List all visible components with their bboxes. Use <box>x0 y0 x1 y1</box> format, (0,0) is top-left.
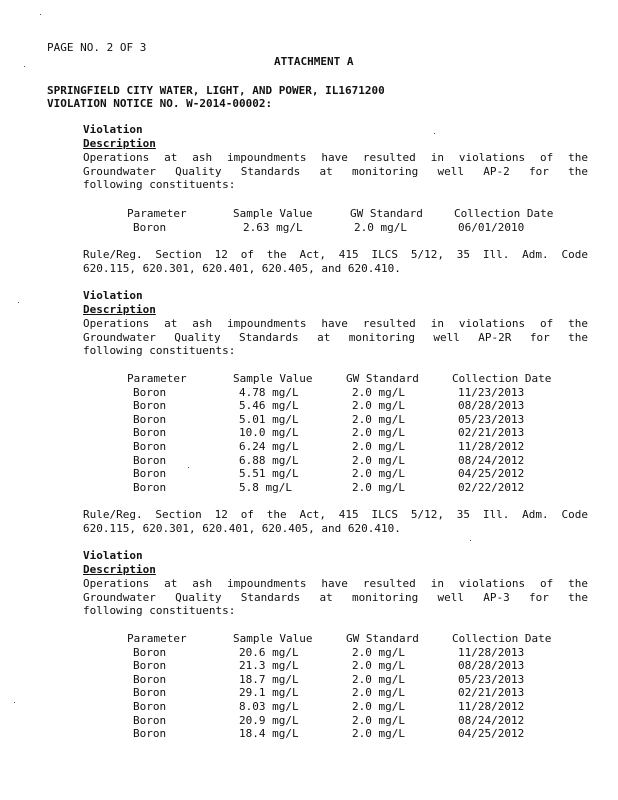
gw-standard-cell: 2.0 mg/L <box>352 453 405 467</box>
sample-value-cell: 21.3 mg/L <box>239 659 299 673</box>
parameter-cell: Boron <box>133 672 167 686</box>
description-line: Groundwater Quality Standards at monitoring well AP-3 for the <box>83 590 588 604</box>
table-header-row <box>127 632 568 646</box>
page-number: PAGE NO. 2 OF 3 <box>47 41 147 54</box>
parameter-cell: Boron <box>133 426 167 440</box>
description-line: following constituents: <box>83 344 236 358</box>
rule-line: Rule/Reg. Section 12 of the Act, 415 ILCS 5/12, 35 Ill. Adm. Code <box>83 508 588 521</box>
collection-date-cell: 08/24/2012 <box>458 713 525 727</box>
gw-standard-cell: 2.0 mg/L <box>352 727 405 741</box>
table-row <box>127 440 568 454</box>
violation-description <box>83 577 588 618</box>
column-header-gw-standard: GW Standard <box>346 372 419 385</box>
sample-value-cell: 5.46 mg/L <box>239 399 299 413</box>
sample-value-cell: 6.24 mg/L <box>239 439 299 453</box>
description-line: Operations at ash impoundments have resulted in violations of the <box>83 317 588 330</box>
collection-date-cell: 11/28/2013 <box>458 645 525 659</box>
description-line: Groundwater Quality Standards at monitoring well AP-2 for the <box>83 164 588 178</box>
rule-reference <box>83 248 588 275</box>
table-row <box>127 413 568 427</box>
collection-date-cell: 11/28/2012 <box>458 439 525 453</box>
table-row <box>127 386 568 400</box>
rule-line: 620.115, 620.301, 620.401, 620.405, and 620.410. <box>83 261 401 275</box>
gw-standard-cell: 2.0 mg/L <box>352 699 405 713</box>
scan-speck <box>14 702 15 703</box>
sample-value-cell: 29.1 mg/L <box>239 686 299 700</box>
parameter-cell: Boron <box>133 645 167 659</box>
description-line: Operations at ash impoundments have resulted in violations of the <box>83 577 588 590</box>
column-header-collection-date: Collection Date <box>452 632 552 645</box>
column-header-parameter: Parameter <box>127 632 187 645</box>
table-row <box>127 426 568 440</box>
column-header-parameter: Parameter <box>127 372 187 385</box>
column-header-collection-date: Collection Date <box>452 372 552 385</box>
sample-value-cell: 18.7 mg/L <box>239 672 299 686</box>
table-header-row <box>127 372 568 386</box>
sample-value-cell: 20.9 mg/L <box>239 713 299 727</box>
sample-value-cell: 20.6 mg/L <box>239 645 299 659</box>
column-header-gw-standard: GW Standard <box>350 207 423 220</box>
parameter-cell: Boron <box>133 713 167 727</box>
sample-value-cell: 18.4 mg/L <box>239 727 299 741</box>
collection-date-cell: 08/28/2013 <box>458 399 525 413</box>
table-row <box>127 659 568 673</box>
scan-speck <box>24 66 25 67</box>
sample-value-cell: 2.63 mg/L <box>243 220 303 234</box>
gw-standard-cell: 2.0 mg/L <box>352 480 405 494</box>
collection-date-cell: 05/23/2013 <box>458 412 525 426</box>
gw-standard-cell: 2.0 mg/L <box>352 426 405 440</box>
column-header-gw-standard: GW Standard <box>346 632 419 645</box>
description-line: following constituents: <box>83 178 236 192</box>
violation-heading: Violation <box>83 289 143 302</box>
sample-value-cell: 5.01 mg/L <box>239 412 299 426</box>
gw-standard-cell: 2.0 mg/L <box>352 412 405 426</box>
table-row <box>127 686 568 700</box>
column-header-sample-value: Sample Value <box>233 207 313 220</box>
parameter-cell: Boron <box>133 480 167 494</box>
table-row <box>127 221 568 235</box>
scan-speck <box>188 467 189 468</box>
rule-line: Rule/Reg. Section 12 of the Act, 415 ILCS 5/12, 35 Ill. Adm. Code <box>83 248 588 261</box>
scan-speck <box>434 133 435 134</box>
collection-date-cell: 08/28/2013 <box>458 659 525 673</box>
parameter-cell: Boron <box>133 453 167 467</box>
sample-value-cell: 5.8 mg/L <box>239 480 292 494</box>
parameter-cell: Boron <box>133 686 167 700</box>
parameter-cell: Boron <box>133 412 167 426</box>
sample-value-cell: 10.0 mg/L <box>239 426 299 440</box>
table-row <box>127 454 568 468</box>
collection-date-cell: 02/22/2012 <box>458 480 525 494</box>
rule-line: 620.115, 620.301, 620.401, 620.405, and 620.410. <box>83 521 401 535</box>
collection-date-cell: 11/23/2013 <box>458 385 525 399</box>
constituents-table <box>127 632 568 741</box>
column-header-sample-value: Sample Value <box>233 632 313 645</box>
table-row <box>127 727 568 741</box>
constituents-table <box>127 207 568 234</box>
description-heading: Description <box>83 137 156 150</box>
sample-value-cell: 4.78 mg/L <box>239 385 299 399</box>
organization-line: SPRINGFIELD CITY WATER, LIGHT, AND POWER, IL1671200 <box>47 84 385 97</box>
scan-speck <box>18 302 19 303</box>
sample-value-cell: 8.03 mg/L <box>239 699 299 713</box>
violation-notice-number: VIOLATION NOTICE NO. W-2014-00002: <box>47 97 273 110</box>
scan-speck <box>470 540 471 541</box>
collection-date-cell: 05/23/2013 <box>458 672 525 686</box>
gw-standard-cell: 2.0 mg/L <box>352 385 405 399</box>
description-heading: Description <box>83 563 156 576</box>
description-line: Operations at ash impoundments have resulted in violations of the <box>83 151 588 164</box>
description-heading: Description <box>83 303 156 316</box>
table-row <box>127 481 568 495</box>
scan-speck <box>40 14 41 15</box>
table-row <box>127 467 568 481</box>
parameter-cell: Boron <box>133 220 167 234</box>
column-header-parameter: Parameter <box>127 207 187 220</box>
column-header-sample-value: Sample Value <box>233 372 313 385</box>
violation-description <box>83 317 588 358</box>
violation-description <box>83 151 588 192</box>
gw-standard-cell: 2.0 mg/L <box>352 399 405 413</box>
column-header-collection-date: Collection Date <box>454 207 554 220</box>
collection-date-cell: 04/25/2012 <box>458 727 525 741</box>
parameter-cell: Boron <box>133 385 167 399</box>
table-row <box>127 399 568 413</box>
parameter-cell: Boron <box>133 659 167 673</box>
parameter-cell: Boron <box>133 467 167 481</box>
sample-value-cell: 5.51 mg/L <box>239 467 299 481</box>
parameter-cell: Boron <box>133 439 167 453</box>
collection-date-cell: 02/21/2013 <box>458 426 525 440</box>
parameter-cell: Boron <box>133 399 167 413</box>
attachment-title: ATTACHMENT A <box>274 55 354 68</box>
parameter-cell: Boron <box>133 727 167 741</box>
gw-standard-cell: 2.0 mg/L <box>352 467 405 481</box>
gw-standard-cell: 2.0 mg/L <box>352 645 405 659</box>
rule-reference <box>83 508 588 535</box>
table-row <box>127 673 568 687</box>
collection-date-cell: 08/24/2012 <box>458 453 525 467</box>
collection-date-cell: 02/21/2013 <box>458 686 525 700</box>
sample-value-cell: 6.88 mg/L <box>239 453 299 467</box>
gw-standard-cell: 2.0 mg/L <box>352 686 405 700</box>
violation-heading: Violation <box>83 549 143 562</box>
collection-date-cell: 04/25/2012 <box>458 467 525 481</box>
collection-date-cell: 11/28/2012 <box>458 699 525 713</box>
parameter-cell: Boron <box>133 699 167 713</box>
violation-heading: Violation <box>83 123 143 136</box>
gw-standard-cell: 2.0 mg/L <box>352 672 405 686</box>
description-line: Groundwater Quality Standards at monitoring well AP-2R for the <box>83 330 588 344</box>
gw-standard-cell: 2.0 mg/L <box>352 439 405 453</box>
table-row <box>127 714 568 728</box>
constituents-table <box>127 372 568 494</box>
gw-standard-cell: 2.0 mg/L <box>352 659 405 673</box>
table-header-row <box>127 207 568 221</box>
table-row <box>127 646 568 660</box>
collection-date-cell: 06/01/2010 <box>458 220 525 234</box>
description-line: following constituents: <box>83 604 236 618</box>
table-row <box>127 700 568 714</box>
gw-standard-cell: 2.0 mg/L <box>352 713 405 727</box>
gw-standard-cell: 2.0 mg/L <box>354 220 407 234</box>
